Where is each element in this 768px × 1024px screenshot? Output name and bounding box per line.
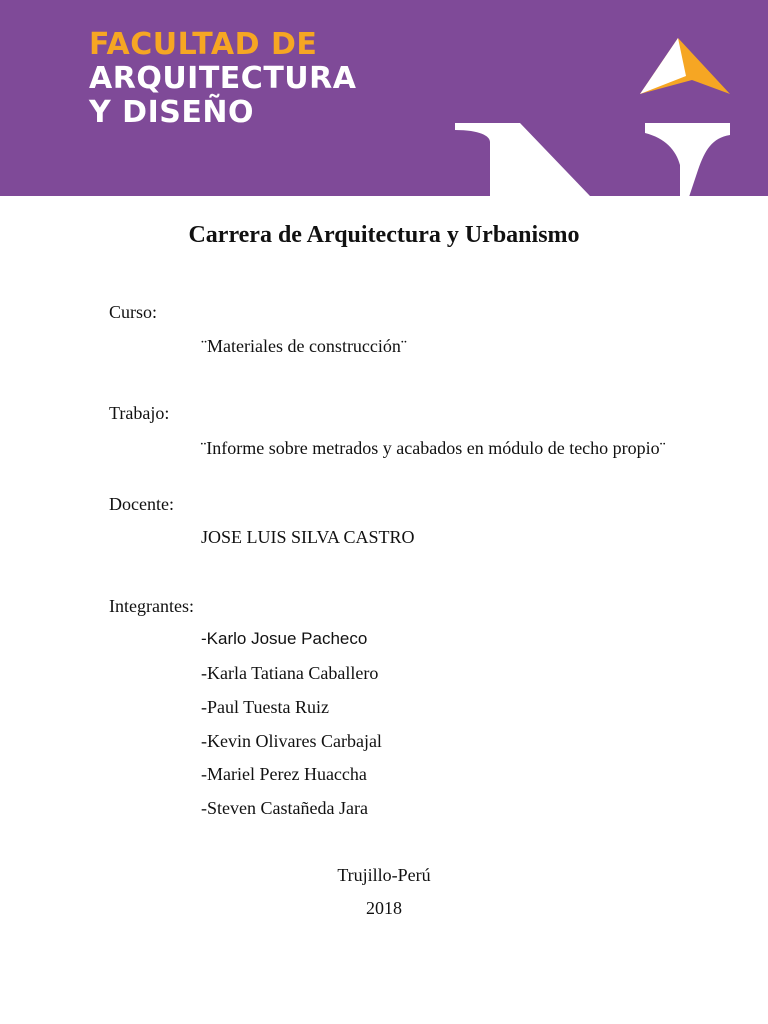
member-item: -Kevin Olivares Carbajal xyxy=(201,731,382,751)
docente-label: Docente: xyxy=(109,494,174,514)
footer-year: 2018 xyxy=(366,898,402,918)
faculty-name xyxy=(89,28,356,130)
member-item: -Steven Castañeda Jara xyxy=(201,798,368,818)
integrantes-label: Integrantes: xyxy=(109,596,194,616)
member-item: -Paul Tuesta Ruiz xyxy=(201,697,330,717)
member-item: -Karlo Josue Pacheco xyxy=(201,629,368,648)
header-banner xyxy=(0,0,768,196)
university-logo-icon xyxy=(450,30,750,196)
member-item: -Mariel Perez Huaccha xyxy=(201,764,367,784)
faculty-name-line3: Y DISEÑO xyxy=(89,95,254,130)
docente-value: JOSE LUIS SILVA CASTRO xyxy=(201,527,415,547)
faculty-name-line2: ARQUITECTURA xyxy=(89,61,357,96)
member-item: -Karla Tatiana Caballero xyxy=(201,663,379,683)
faculty-name-line1: FACULTAD DE xyxy=(89,27,318,62)
curso-label: Curso: xyxy=(109,302,158,322)
curso-value: ¨Materiales de construcción¨ xyxy=(201,336,407,356)
footer-place: Trujillo-Perú xyxy=(337,865,431,885)
trabajo-value: ¨Informe sobre metrados y acabados en módulo de techo propio¨ xyxy=(200,438,666,458)
page-title: Carrera de Arquitectura y Urbanismo xyxy=(188,222,580,248)
trabajo-label: Trabajo: xyxy=(109,403,170,423)
